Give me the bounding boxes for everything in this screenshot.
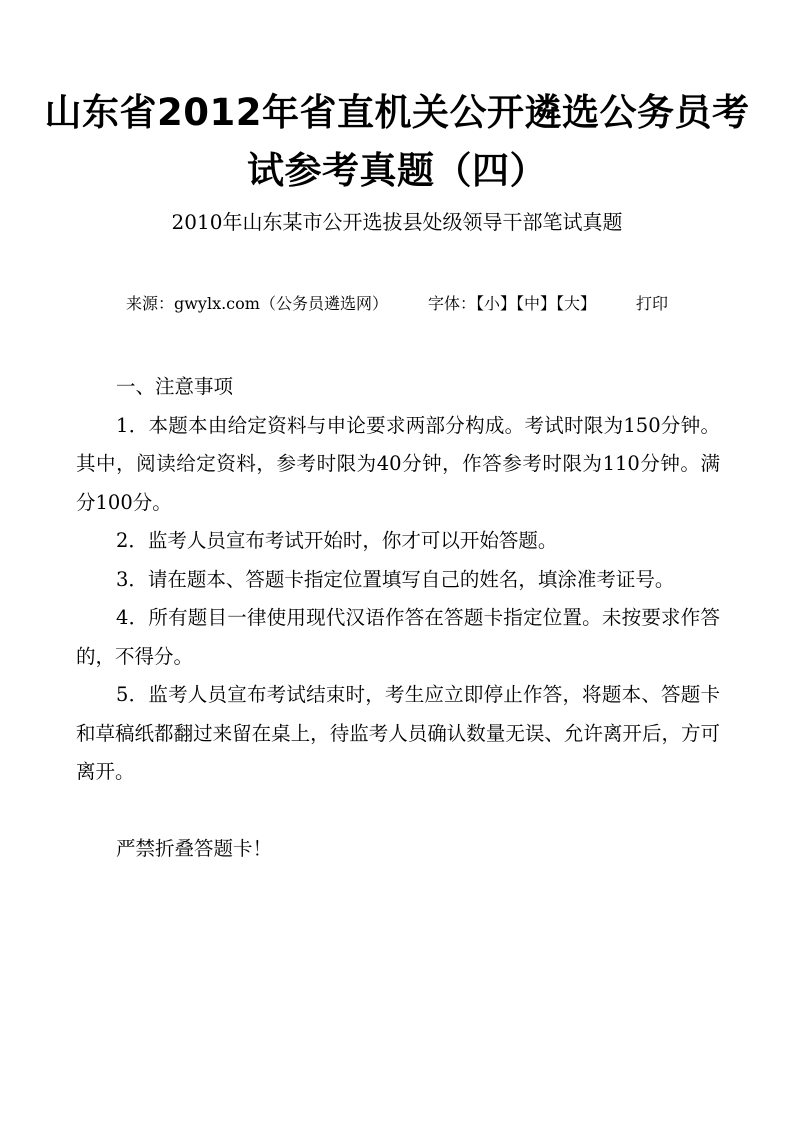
font-size-small-link[interactable]: 【小】 [475,294,516,313]
warning-text: 严禁折叠答题卡！ [116,836,273,860]
document-body [76,368,720,868]
font-size-large-link[interactable]: 【大】 [556,294,597,313]
print-link[interactable]: 打印 [636,294,669,313]
section-heading: 一、注意事项 [116,375,234,398]
source-text: 来源：gwylx.com（公务员遴选网） [125,294,388,313]
font-size-medium-link[interactable]: 【中】 [515,294,556,313]
list-item: 4．所有题目一律使用现代汉语作答在答题卡指定位置。未按要求作答的，不得分。 [76,606,720,668]
page-title: 山东省2012年省直机关公开遴选公务员考试参考真题（四） [44,91,750,192]
list-item: 2．监考人员宣布考试开始时，你才可以开始答题。 [116,529,558,552]
page-subtitle: 2010年山东某市公开选拔县处级领导干部笔试真题 [171,210,623,234]
list-item: 5．监考人员宣布考试结束时，考生应立即停止作答，将题本、答题卡和草稿纸都翻过来留在桌上，待监考人员确认数量无误、允许离开后，方可离开。 [76,683,720,783]
font-size-label: 字体： [427,294,476,313]
list-item: 3．请在题本、答题卡指定位置填写自己的姓名，填涂准考证号。 [116,567,675,591]
list-item: 1．本题本由给定资料与申论要求两部分构成。考试时限为150分钟。其中，阅读给定资料，参考时限为40分钟，作答参考时限为110分钟。满分100分。 [76,413,720,514]
meta-bar [40,290,754,318]
